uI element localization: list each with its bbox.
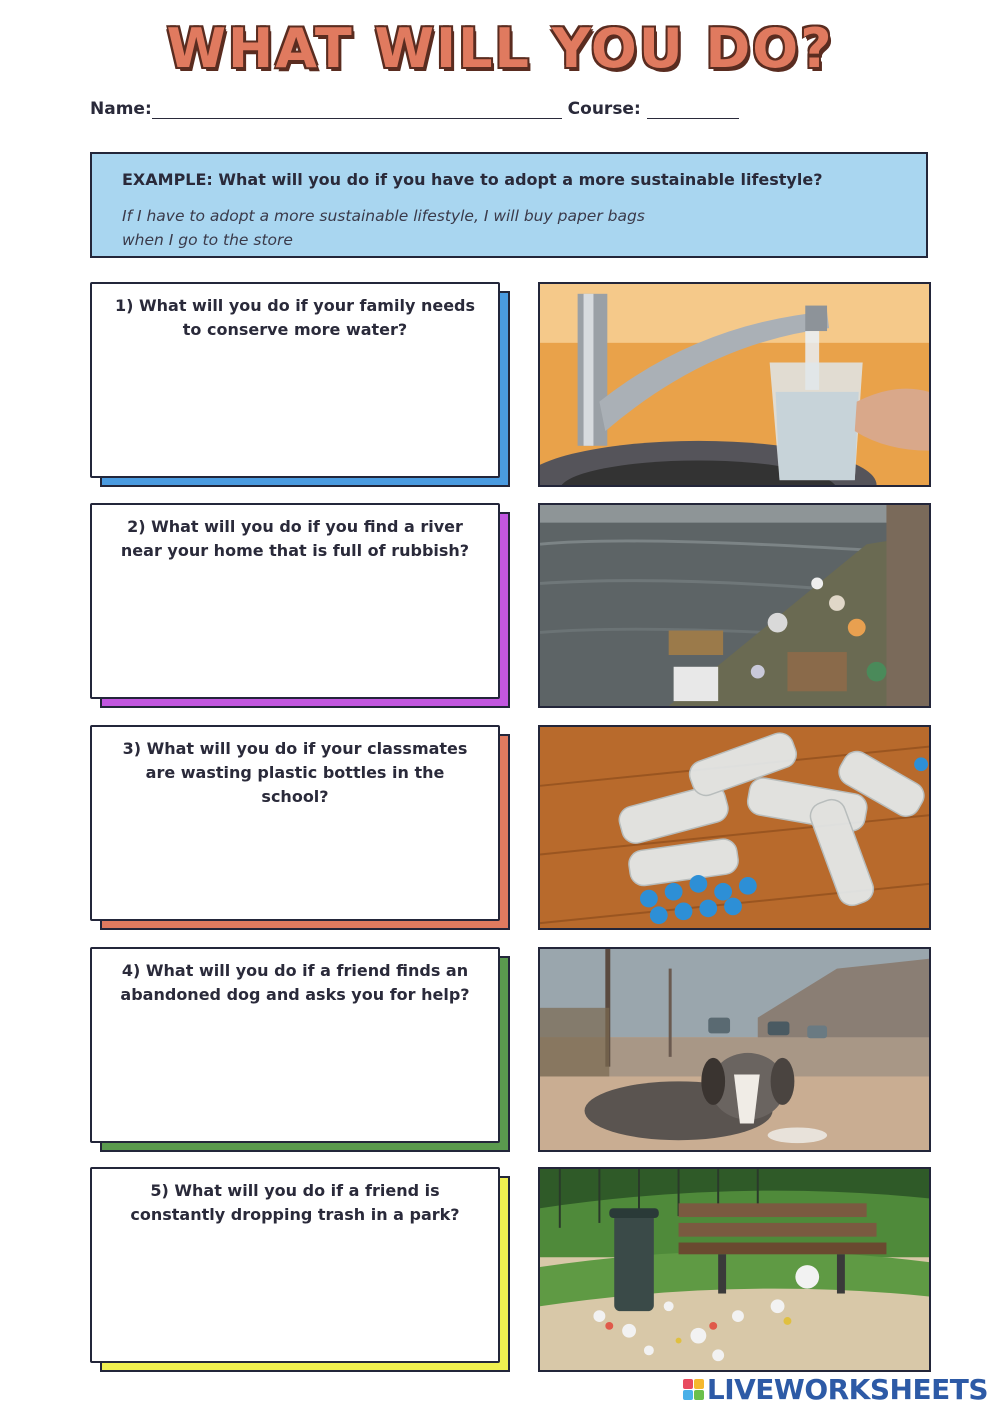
park-trash-photo: [538, 1167, 931, 1372]
logo-badge-icon: [683, 1379, 704, 1400]
water-tap-glass-photo: [538, 282, 931, 487]
polluted-river-photo: [538, 503, 931, 708]
question-card-2: [90, 503, 510, 708]
answer-box-5[interactable]: [90, 1167, 500, 1363]
logo-text: LIVEWORKSHEETS: [706, 1373, 988, 1406]
name-label: Name:: [90, 99, 152, 119]
course-label: Course:: [567, 99, 641, 119]
question-card-5: [90, 1167, 510, 1372]
abandoned-dog-photo: [538, 947, 931, 1152]
question-text-2: 2) What will you do if you find a river near your home that is full of rubbish?: [120, 517, 470, 560]
answer-box-3[interactable]: [90, 725, 500, 921]
example-answer: If I have to adopt a more sustainable lifestyle, I will buy paper bags when I go to the store: [122, 207, 645, 249]
answer-box-2[interactable]: [90, 503, 500, 699]
liveworksheets-logo: [683, 1373, 988, 1406]
question-text-5: 5) What will you do if a friend is constantly dropping trash in a park?: [130, 1181, 460, 1224]
question-card-3: [90, 725, 510, 930]
name-course-row: [90, 99, 739, 119]
example-question: EXAMPLE: What will you do if you have to adopt a more sustainable lifestyle?: [122, 170, 823, 189]
course-field[interactable]: [647, 100, 739, 119]
answer-box-1[interactable]: [90, 282, 500, 478]
question-text-4: 4) What will you do if a friend finds an abandoned dog and asks you for help?: [120, 961, 470, 1004]
answer-box-4[interactable]: [90, 947, 500, 1143]
page-title: WHAT WILL YOU DO?: [166, 17, 834, 80]
example-box: [90, 152, 928, 258]
question-card-1: [90, 282, 510, 487]
name-field[interactable]: [152, 100, 562, 119]
question-card-4: [90, 947, 510, 1152]
plastic-bottles-photo: [538, 725, 931, 930]
question-text-1: 1) What will you do if your family needs to conserve more water?: [114, 296, 476, 339]
question-text-3: 3) What will you do if your classmates are wasting plastic bottles in the school?: [122, 739, 468, 806]
